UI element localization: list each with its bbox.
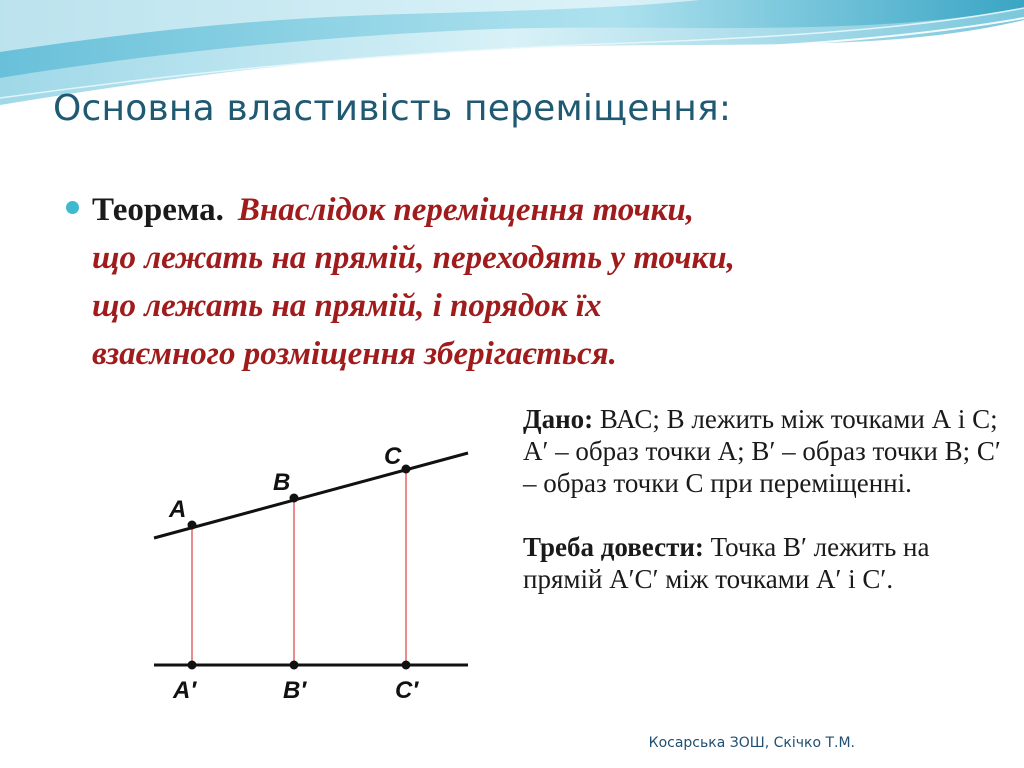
prove-text: Точка В′ лежить на прямій А′С′ між точками А′ і С′. (523, 532, 930, 594)
prove-label: Треба довести: (523, 532, 704, 562)
point-b (290, 494, 299, 503)
theorem-line-3: що лежать на прямій, і порядок їх (92, 288, 602, 324)
given-text: ВАС; В лежить між точками А і С; А′ – образ точки А; В′ – образ точки В; С′ – образ точки С при переміщенні. (523, 404, 1001, 498)
footer-credit: Косарська ЗОШ, Скічко Т.М. (648, 735, 855, 751)
point-c (402, 465, 411, 474)
bullet-dot-icon (66, 201, 79, 214)
label-c-prime: C′ (395, 677, 419, 704)
given-block (523, 403, 1003, 595)
point-c-prime (402, 661, 411, 670)
theorem-label: Теорема. (92, 192, 224, 228)
label-b: B (273, 469, 291, 496)
point-a (188, 521, 197, 530)
page-title: Основна властивість переміщення: (53, 88, 732, 129)
prove-paragraph (523, 531, 1003, 595)
theorem-text (92, 186, 992, 378)
given-label: Дано: (523, 404, 594, 434)
label-c: C (384, 443, 402, 470)
theorem-line-1: Внаслідок переміщення точки, (237, 192, 694, 228)
theorem-line-4: взаємного розміщення зберігається. (92, 336, 617, 372)
point-b-prime (290, 661, 299, 670)
label-a-prime: A′ (173, 677, 197, 704)
point-a-prime (188, 661, 197, 670)
label-a: A (169, 496, 187, 523)
given-paragraph (523, 403, 1003, 499)
label-b-prime: B′ (283, 677, 307, 704)
line-abc (154, 453, 468, 538)
theorem-line-2: що лежать на прямій, переходять у точки, (92, 240, 735, 276)
geometry-diagram (140, 430, 500, 720)
